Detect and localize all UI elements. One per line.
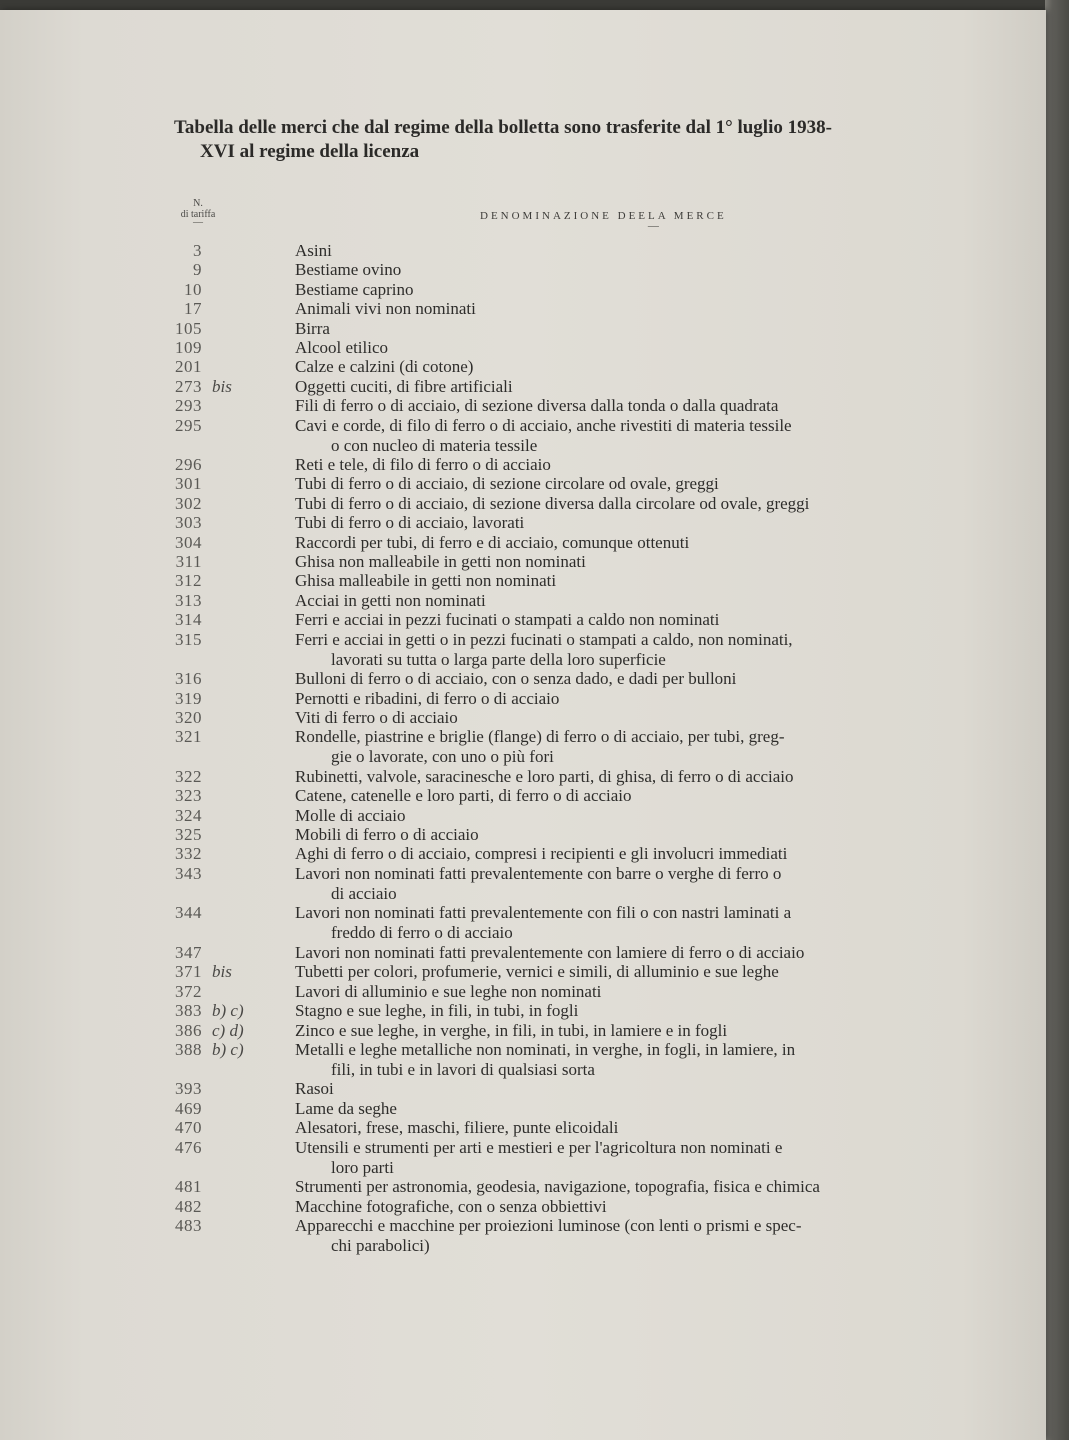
goods-description-line: Rondelle, piastrine e briglie (flange) di ferro o di acciaio, per tubi, greg- [295,727,785,747]
goods-description [295,1177,940,1197]
tariff-number: 293 [175,396,202,416]
tariff-number: 371 [175,962,202,982]
goods-description [295,1099,940,1119]
tariff-number: 482 [175,1196,202,1216]
title-line-2: XVI al regime della licenza [200,141,420,162]
goods-description-line: Rasoi [295,1079,334,1099]
goods-description [295,786,940,806]
goods-description-line: Molle di acciaio [295,805,406,825]
goods-description [295,416,940,456]
goods-description-line: Lavori non nominati fatti prevalentemente con barre o verghe di ferro o [295,863,782,883]
tariff-number: 10 [184,279,202,299]
goods-description-line: Oggetti cuciti, di fibre artificiali [295,376,513,396]
goods-description-line: Rubinetti, valvole, saracinesche e loro parti, di ghisa, di ferro o di acciaio [295,766,794,786]
goods-description [295,1021,940,1041]
goods-description [295,1040,940,1080]
goods-description [295,825,940,845]
tariff-number: 470 [175,1118,202,1138]
goods-description [295,708,940,728]
goods-description [295,844,940,864]
tariff-number: 321 [175,727,202,747]
goods-description-line: Stagno e sue leghe, in fili, in tubi, in fogli [295,1001,579,1021]
goods-description [295,533,940,553]
goods-description [295,630,940,670]
goods-description-continuation: di acciaio [331,883,397,903]
tariff-number: 344 [175,903,202,923]
goods-description [295,338,940,358]
tariff-number: 105 [175,318,202,338]
goods-description [295,396,940,416]
tariff-number: 303 [175,513,202,533]
goods-description-continuation: fili, in tubi e in lavori di qualsiasi sorta [331,1059,595,1079]
tariff-number: 469 [175,1098,202,1118]
goods-description-line: Tubi di ferro o di acciaio, di sezione circolare od ovale, greggi [295,474,719,494]
tariff-number: 9 [193,260,202,280]
goods-description-line: Bestiame caprino [295,279,414,299]
tariff-number: 273 [175,376,202,396]
goods-description-line: Strumenti per astronomia, geodesia, navigazione, topografia, fisica e chimica [295,1177,820,1197]
goods-description-line: Ferri e acciai in pezzi fucinati o stampati a caldo non nominati [295,610,720,630]
goods-description [295,864,940,904]
goods-description-continuation: loro parti [331,1157,394,1177]
goods-description-line: Reti e tele, di filo di ferro o di acciaio [295,455,551,475]
goods-description-line: Lavori non nominati fatti prevalentemente con fili o con nastri laminati a [295,903,792,923]
goods-description-line: Macchine fotografiche, con o senza obbiettivi [295,1196,607,1216]
tariff-number: 323 [175,786,202,806]
tariff-number: 302 [175,493,202,513]
tariff-suffix: b) c) [212,1039,244,1059]
goods-description [295,689,940,709]
goods-description [295,319,940,339]
tariff-number: 17 [184,299,202,319]
column-header-tariff-n: N. [193,198,203,209]
goods-description-line: Tubetti per colori, profumerie, vernici e simili, di alluminio e sue leghe [295,962,779,982]
tariff-number: 393 [175,1079,202,1099]
tariff-number: 296 [175,455,202,475]
document-page [0,10,1046,1440]
goods-description-line: Pernotti e ribadini, di ferro o di acciaio [295,688,560,708]
tariff-number: 312 [175,571,202,591]
column-header-description-dash: — [647,220,659,232]
goods-description-line: Raccordi per tubi, di ferro e di acciaio, comunque ottenuti [295,532,690,552]
goods-description-continuation: lavorati su tutta o larga parte della loro superficie [331,649,666,669]
goods-description-line: Animali vivi non nominati [295,299,476,319]
tariff-number: 322 [175,766,202,786]
goods-description-line: Zinco e sue leghe, in verghe, in fili, in tubi, in lamiere e in fogli [295,1020,728,1040]
goods-description-continuation: gie o lavorate, con uno o più fori [331,747,554,767]
goods-description-line: Lavori non nominati fatti prevalentemente con lamiere di ferro o di acciaio [295,942,805,962]
goods-description [295,552,940,572]
tariff-number: 386 [175,1020,202,1040]
goods-description-line: Alesatori, frese, maschi, filiere, punte elicoidali [295,1118,619,1138]
goods-description [295,1001,940,1021]
tariff-number: 347 [175,942,202,962]
tariff-number: 320 [175,707,202,727]
tariff-suffix: bis [212,376,232,396]
goods-description-line: Bulloni di ferro o di acciaio, con o senza dado, e dadi per bulloni [295,669,737,689]
goods-description [295,943,940,963]
goods-description [295,1216,940,1256]
goods-description [295,1197,940,1217]
tariff-number: 3 [193,241,202,260]
goods-description [295,299,940,319]
goods-description-line: Tubi di ferro o di acciaio, di sezione diversa dalla circolare od ovale, greggi [295,493,810,513]
goods-description-line: Utensili e strumenti per arti e mestieri e per l'agricoltura non nominati e [295,1137,783,1157]
column-header-tariff-label: di tariffa [180,209,216,220]
tariff-number: 313 [175,590,202,610]
goods-description [295,1138,940,1178]
goods-description [295,455,940,475]
tariff-suffix: bis [212,962,232,982]
title-line-1: Tabella delle merci che dal regime della bolletta sono trasferite dal 1° luglio 1938- [174,117,832,138]
goods-description [295,806,940,826]
goods-description [295,474,940,494]
goods-description-line: Asini [295,241,332,260]
tariff-number: 325 [175,825,202,845]
tariff-number: 383 [175,1001,202,1021]
goods-description-line: Fili di ferro o di acciaio, di sezione diversa dalla tonda o dalla quadrata [295,396,779,416]
goods-description [295,610,940,630]
tariff-number: 481 [175,1177,202,1197]
goods-description-line: Calze e calzini (di cotone) [295,357,474,377]
goods-description-line: Metalli e leghe metalliche non nominati, in verghe, in fogli, in lamiere, in [295,1039,796,1059]
tariff-number: 319 [175,688,202,708]
tariff-number: 476 [175,1137,202,1157]
goods-description-continuation: freddo di ferro o di acciaio [331,923,513,943]
tariff-number: 304 [175,532,202,552]
goods-description [295,513,940,533]
tariff-number: 311 [175,552,202,572]
goods-description-line: Aghi di ferro o di acciaio, compresi i recipienti e gli involucri immediati [295,844,788,864]
column-header-tariff-dash: — [193,217,203,228]
goods-description-line: Lame da seghe [295,1098,397,1118]
goods-description-line: Lavori di alluminio e sue leghe non nominati [295,981,602,1001]
goods-description [295,571,940,591]
goods-description-line: Tubi di ferro o di acciaio, lavorati [295,513,525,533]
goods-description-line: Acciai in getti non nominati [295,590,486,610]
goods-description [295,357,940,377]
tariff-number: 201 [175,357,202,377]
tariff-number: 314 [175,610,202,630]
goods-description [295,260,940,280]
tariff-number: 483 [175,1216,202,1235]
tariff-number: 109 [175,337,202,357]
goods-description-line: Cavi e corde, di filo di ferro o di acciaio, anche rivestiti di materia tessile [295,415,792,435]
tariff-number: 301 [175,474,202,494]
goods-description [295,962,940,982]
goods-description-line: Alcool etilico [295,337,389,357]
goods-description [295,377,940,397]
goods-description-line: Birra [295,318,330,338]
goods-description-line: Ghisa non malleabile in getti non nominati [295,552,586,572]
tariff-number: 316 [175,669,202,689]
tariff-suffix: c) d) [212,1020,244,1040]
goods-description-line: Mobili di ferro o di acciaio [295,825,479,845]
tariff-number: 388 [175,1039,202,1059]
goods-description [295,1118,940,1138]
tariff-number: 332 [175,844,202,864]
goods-description-line: Viti di ferro o di acciaio [295,707,458,727]
goods-description [295,903,940,943]
goods-description [295,982,940,1002]
tariff-number: 295 [175,415,202,435]
goods-description [295,669,940,689]
tariff-number: 372 [175,981,202,1001]
goods-description-line: Bestiame ovino [295,260,402,280]
goods-description [295,1079,940,1099]
goods-description [295,494,940,514]
tariff-suffix: b) c) [212,1001,244,1021]
goods-description-line: Ferri e acciai in getti o in pezzi fucinati o stampati a caldo, non nominati, [295,629,793,649]
goods-description-continuation: chi parabolici) [331,1236,430,1255]
tariff-number: 315 [175,629,202,649]
goods-description-line: Apparecchi e macchine per proiezioni luminose (con lenti o prismi e spec- [295,1216,802,1235]
tariff-number: 324 [175,805,202,825]
goods-description-line: Ghisa malleabile in getti non nominati [295,571,557,591]
goods-description [295,727,940,767]
goods-description [295,241,940,261]
goods-description [295,280,940,300]
page-edge-shadow [1045,0,1069,1440]
goods-description [295,591,940,611]
tariff-table [0,10,1046,1440]
tariff-number: 343 [175,863,202,883]
column-header-description-label: DENOMINAZIONE DEELA MERCE [480,210,727,222]
goods-description-line: Catene, catenelle e loro parti, di ferro o di acciaio [295,786,632,806]
goods-description [295,767,940,787]
goods-description-continuation: o con nucleo di materia tessile [331,435,538,455]
